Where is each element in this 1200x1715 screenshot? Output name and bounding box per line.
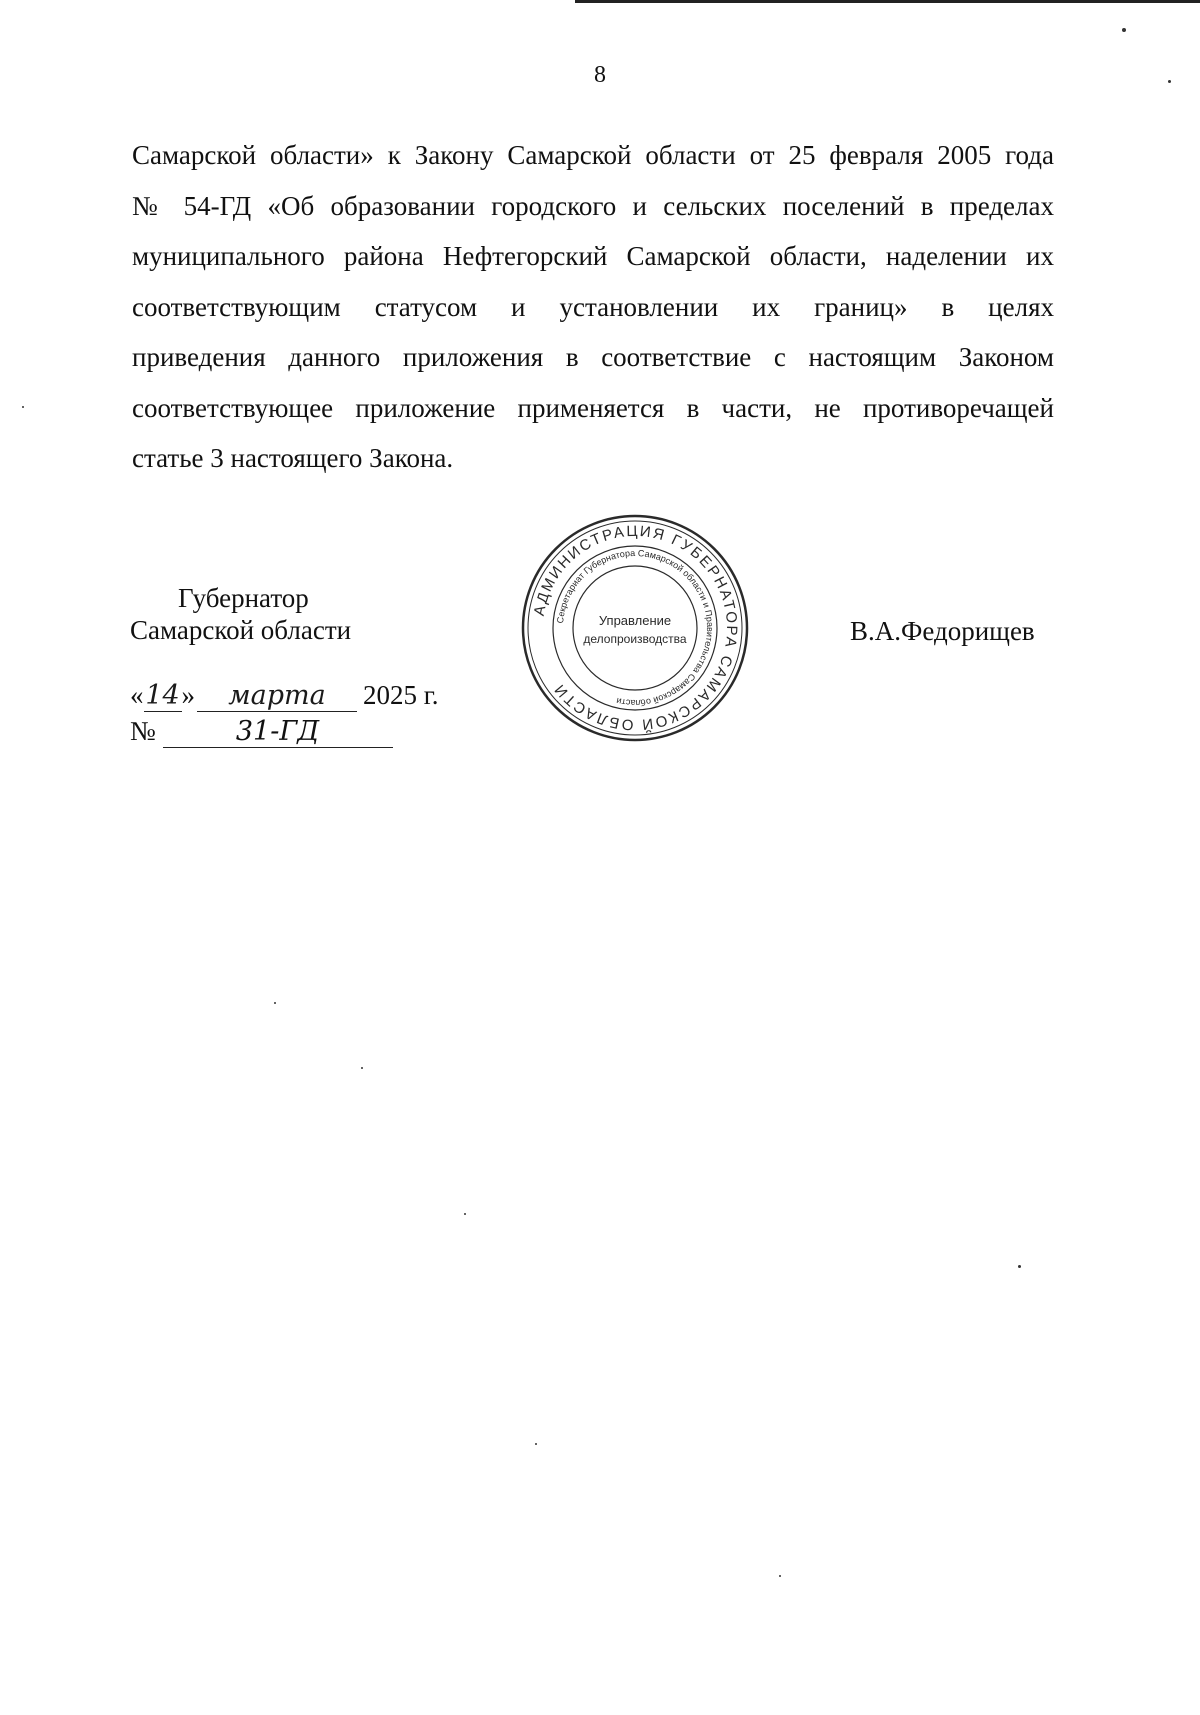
date-year: 2025 г. [363, 680, 439, 710]
official-seal [520, 513, 750, 743]
date-day-handwritten: 14 [145, 680, 180, 711]
scan-speck [779, 1575, 781, 1577]
scan-speck [1122, 28, 1126, 32]
scan-speck [1168, 80, 1171, 83]
body-line: статье 3 настоящего Закона. [132, 443, 454, 473]
seal-outer-text: АДМИНИСТРАЦИЯ ГУБЕРНАТОРА САМАРСКОЙ ОБЛАСТИ [530, 522, 741, 734]
date-open-quote: « [130, 680, 144, 710]
body-line: № 54-ГД «Об образовании городского и сельских поселений в пределах [132, 190, 1054, 221]
seal-center-line1: Управление [598, 613, 672, 628]
law-number [130, 716, 393, 748]
scan-speck [464, 1213, 466, 1215]
date-close-quote: » [181, 680, 195, 710]
top-scan-rule [575, 0, 1200, 3]
page-number: 8 [594, 62, 606, 88]
seal-inner-text: Секретариат Губернатора Самарской области и Правительства Самарской области [555, 547, 716, 709]
scan-speck [1018, 1265, 1021, 1268]
signer-region: Самарской области [130, 615, 352, 645]
seal-inner-ring [573, 566, 697, 690]
body-line: соответствующее приложение применяется в части, не противоречащей [132, 392, 1054, 423]
scan-speck [274, 1002, 276, 1004]
body-paragraph [132, 130, 1054, 484]
body-line: Самарской области» к Закону Самарской области от 25 февраля 2005 года [132, 140, 1054, 170]
body-line: соответствующим статусом и установлении их границ» в целях [132, 291, 1054, 322]
scan-speck [361, 1067, 363, 1069]
signer-name: В.А.Федорищев [850, 616, 1035, 646]
date-month-handwritten: марта [197, 680, 357, 712]
signer-title [130, 582, 351, 646]
scan-speck [22, 406, 24, 408]
seal-middle-ring [553, 546, 717, 710]
body-line: муниципального района Нефтегорский Самарской области, наделении их [132, 241, 1054, 271]
scan-speck [535, 1443, 537, 1445]
body-line: приведения данного приложения в соответствие с настоящим Законом [132, 342, 1054, 372]
number-label: № [130, 716, 156, 746]
signing-date [130, 680, 439, 712]
number-value-handwritten: 31-ГД [163, 716, 393, 748]
signer-position: Губернатор [178, 583, 309, 613]
seal-center-line2: делопроизводства [583, 632, 687, 646]
